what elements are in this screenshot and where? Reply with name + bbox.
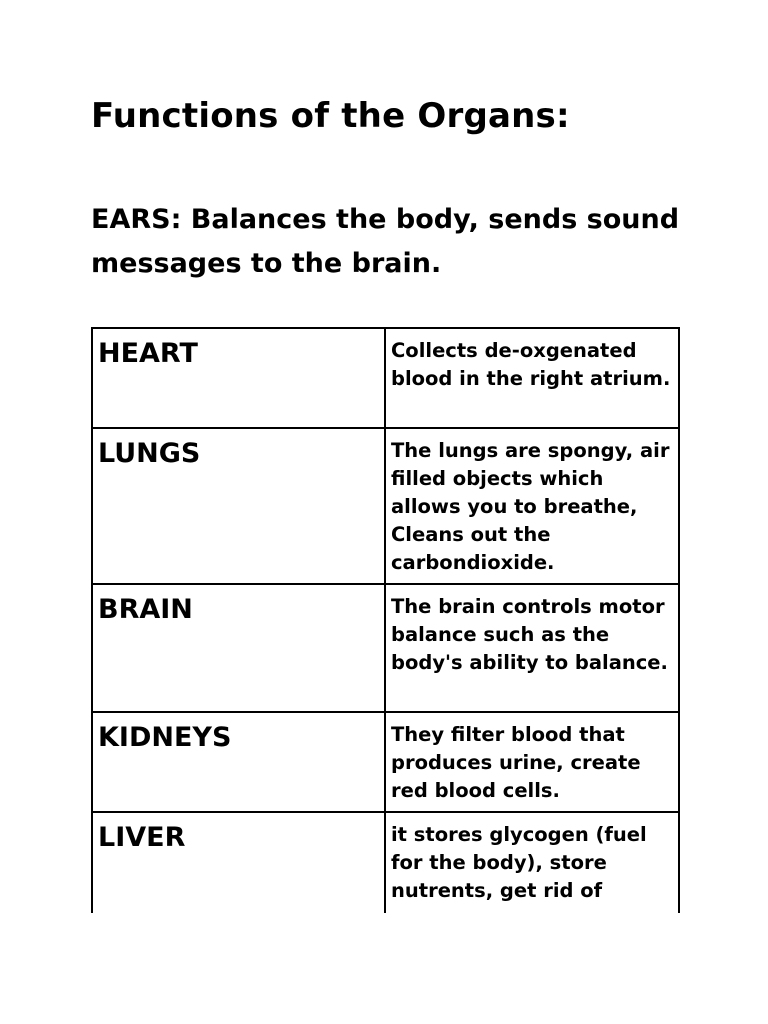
organ-functions-table [91,327,680,913]
organ-name: LUNGS [98,438,201,469]
organ-function-cell [385,712,679,812]
table-row [92,328,679,428]
table-row [92,712,679,812]
organ-name-cell [92,328,385,428]
organ-function: They filter blood that produces urine, create red blood cells. [391,723,641,802]
organ-function-cell [385,584,679,712]
organ-name: HEART [98,338,198,369]
table-row [92,584,679,712]
organ-function-cell [385,328,679,428]
organ-name-cell [92,428,385,584]
organ-name-cell [92,812,385,913]
ears-description: EARS: Balances the body, sends sound messages to the brain. [91,204,680,279]
organ-name: KIDNEYS [98,722,232,753]
organ-function: it stores glycogen (fuel for the body), store nutrents, get rid of [391,823,647,902]
organ-function-cell [385,812,679,913]
organ-name-cell [92,712,385,812]
table-row [92,428,679,584]
page-title: Functions of the Organs: [91,96,570,136]
organ-function-cell [385,428,679,584]
organ-function: Collects de-oxgenated blood in the right atrium. [391,339,671,390]
organ-name: BRAIN [98,594,193,625]
table-row [92,812,679,913]
organ-name: LIVER [98,822,186,853]
organ-function: The brain controls motor balance such as the body's ability to balance. [391,595,668,674]
organ-name-cell [92,584,385,712]
organ-function: The lungs are spongy, air filled objects which allows you to breathe, Cleans out the carbondioxide. [391,439,670,574]
